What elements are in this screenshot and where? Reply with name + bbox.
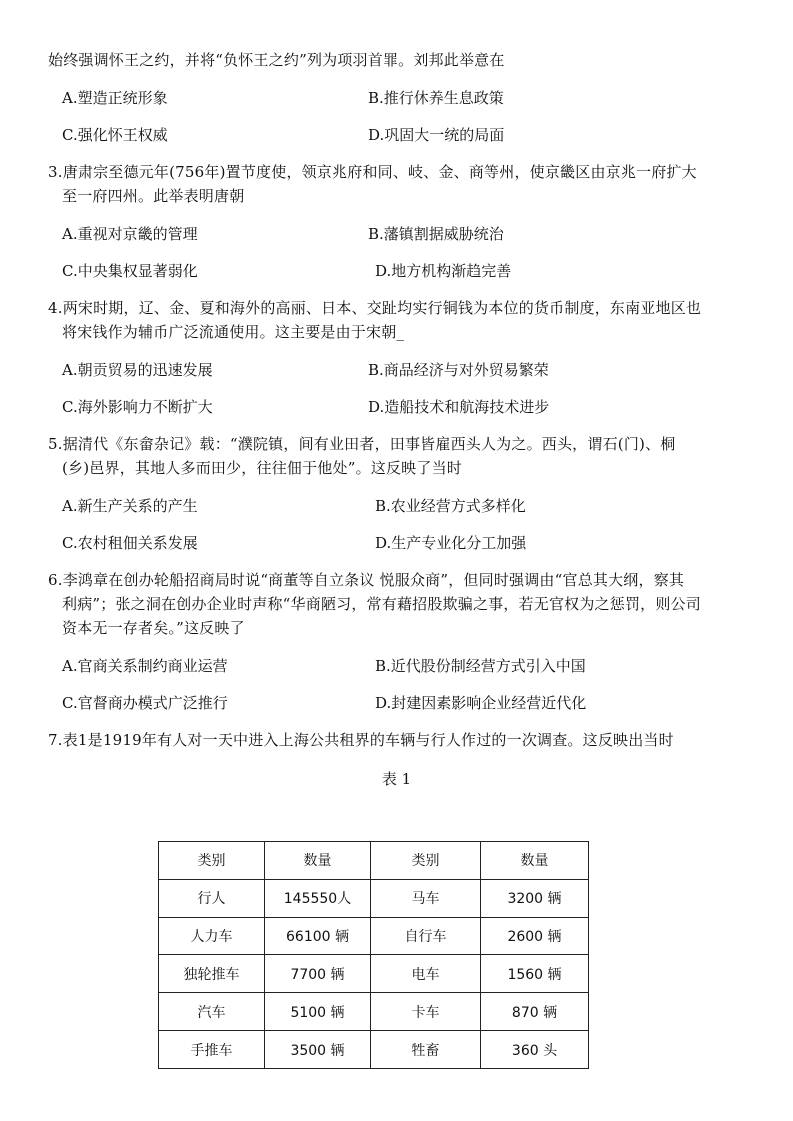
table-cell: 汽车 [159, 993, 265, 1031]
table-cell: 360 头 [481, 1031, 589, 1069]
table-header-row [159, 842, 589, 880]
table-row [159, 955, 589, 993]
q4-option-a: A.朝贡贸易的迅速发展 [62, 361, 213, 379]
q4-stem-line1: 4.两宋时期，辽、金、夏和海外的高丽、日本、交趾均实行铜钱为本位的货币制度，东南亚地区也 [48, 299, 702, 317]
table-cell: 卡车 [371, 993, 481, 1031]
table-cell: 自行车 [371, 917, 481, 955]
table-cell: 7700 辆 [265, 955, 371, 993]
q4-option-b: B.商品经济与对外贸易繁荣 [368, 361, 549, 379]
q6-stem-line2: 利病”；张之洞在创办企业时声称“华商陋习，常有藉招股欺骗之事，若无官权为之惩罚，则公司 [62, 595, 701, 613]
table-cell: 5100 辆 [265, 993, 371, 1031]
q6-option-c: C.官督商办模式广泛推行 [62, 694, 228, 712]
table-cell: 独轮推车 [159, 955, 265, 993]
q3-stem-line2: 至一府四州。此举表明唐朝 [62, 187, 245, 205]
table-cell: 2600 辆 [481, 917, 589, 955]
table-row [159, 1031, 589, 1069]
table-cell: 145550人 [265, 879, 371, 917]
q5-stem-line2: (乡)邑界，其地人多而田少，往往佃于他处”。这反映了当时 [62, 459, 462, 477]
header-category-1: 类别 [159, 842, 265, 880]
q3-stem-line1: 3.唐肃宗至德元年(756年)置节度使，领京兆府和同、岐、金、商等州，使京畿区由京兆一府扩大 [48, 163, 697, 181]
q5-option-b: B.农业经营方式多样化 [375, 497, 526, 515]
q4-option-d: D.造船技术和航海技术进步 [368, 398, 550, 416]
q4-option-c: C.海外影响力不断扩大 [62, 398, 213, 416]
table-cell: 人力车 [159, 917, 265, 955]
table-cell: 马车 [371, 879, 481, 917]
q3-option-d: D.地方机构渐趋完善 [375, 262, 512, 280]
table-cell: 3200 辆 [481, 879, 589, 917]
q7-stem-line1: 7.表1是1919年有人对一天中进入上海公共租界的车辆与行人作过的一次调查。这反映出当时 [48, 731, 674, 749]
q6-stem-line3: 资本无一存者矣。”这反映了 [62, 619, 245, 637]
header-category-2: 类别 [371, 842, 481, 880]
table-caption: 表 1 [381, 770, 412, 788]
table-cell: 66100 辆 [265, 917, 371, 955]
q6-option-d: D.封建因素影响企业经营近代化 [375, 694, 587, 712]
q5-option-d: D.生产专业化分工加强 [375, 534, 527, 552]
q3-option-b: B.藩镇割据威胁统治 [368, 225, 504, 243]
q2-option-d: D.巩固大一统的局面 [368, 126, 505, 144]
table-cell: 3500 辆 [265, 1031, 371, 1069]
q5-stem-line1: 5.据清代《东畲杂记》载：“濮院镇，间有业田者，田事皆雇西头人为之。西头，谓石(门)、桐 [48, 435, 676, 453]
q4-stem-line2: 将宋钱作为辅币广泛流通使用。这主要是由于宋朝_ [62, 323, 405, 341]
q3-option-c: C.中央集权显著弱化 [62, 262, 198, 280]
table-cell: 870 辆 [481, 993, 589, 1031]
q3-option-a: A.重视对京畿的管理 [62, 225, 198, 243]
q2-option-b: B.推行休养生息政策 [368, 89, 504, 107]
q5-option-c: C.农村租佃关系发展 [62, 534, 198, 552]
q2-stem-line: 始终强调怀王之约，并将“负怀王之约”列为项羽首罪。刘邦此举意在 [48, 51, 505, 69]
table-cell: 电车 [371, 955, 481, 993]
table-cell: 手推车 [159, 1031, 265, 1069]
table-row [159, 879, 589, 917]
table-row [159, 993, 589, 1031]
table-cell: 1560 辆 [481, 955, 589, 993]
q6-option-b: B.近代股份制经营方式引入中国 [375, 657, 586, 675]
survey-table [158, 841, 589, 1069]
header-count-2: 数量 [481, 842, 589, 880]
q2-option-c: C.强化怀王权威 [62, 126, 168, 144]
q5-option-a: A.新生产关系的产生 [62, 497, 198, 515]
table-cell: 行人 [159, 879, 265, 917]
q6-stem-line1: 6.李鸿章在创办轮船招商局时说“商董等自立条议 悦服众商”，但同时强调由“官总其大纲，察其 [48, 571, 685, 589]
table-cell: 牲畜 [371, 1031, 481, 1069]
q6-option-a: A.官商关系制约商业运营 [62, 657, 228, 675]
q2-option-a: A.塑造正统形象 [62, 89, 168, 107]
table-row [159, 917, 589, 955]
header-count-1: 数量 [265, 842, 371, 880]
